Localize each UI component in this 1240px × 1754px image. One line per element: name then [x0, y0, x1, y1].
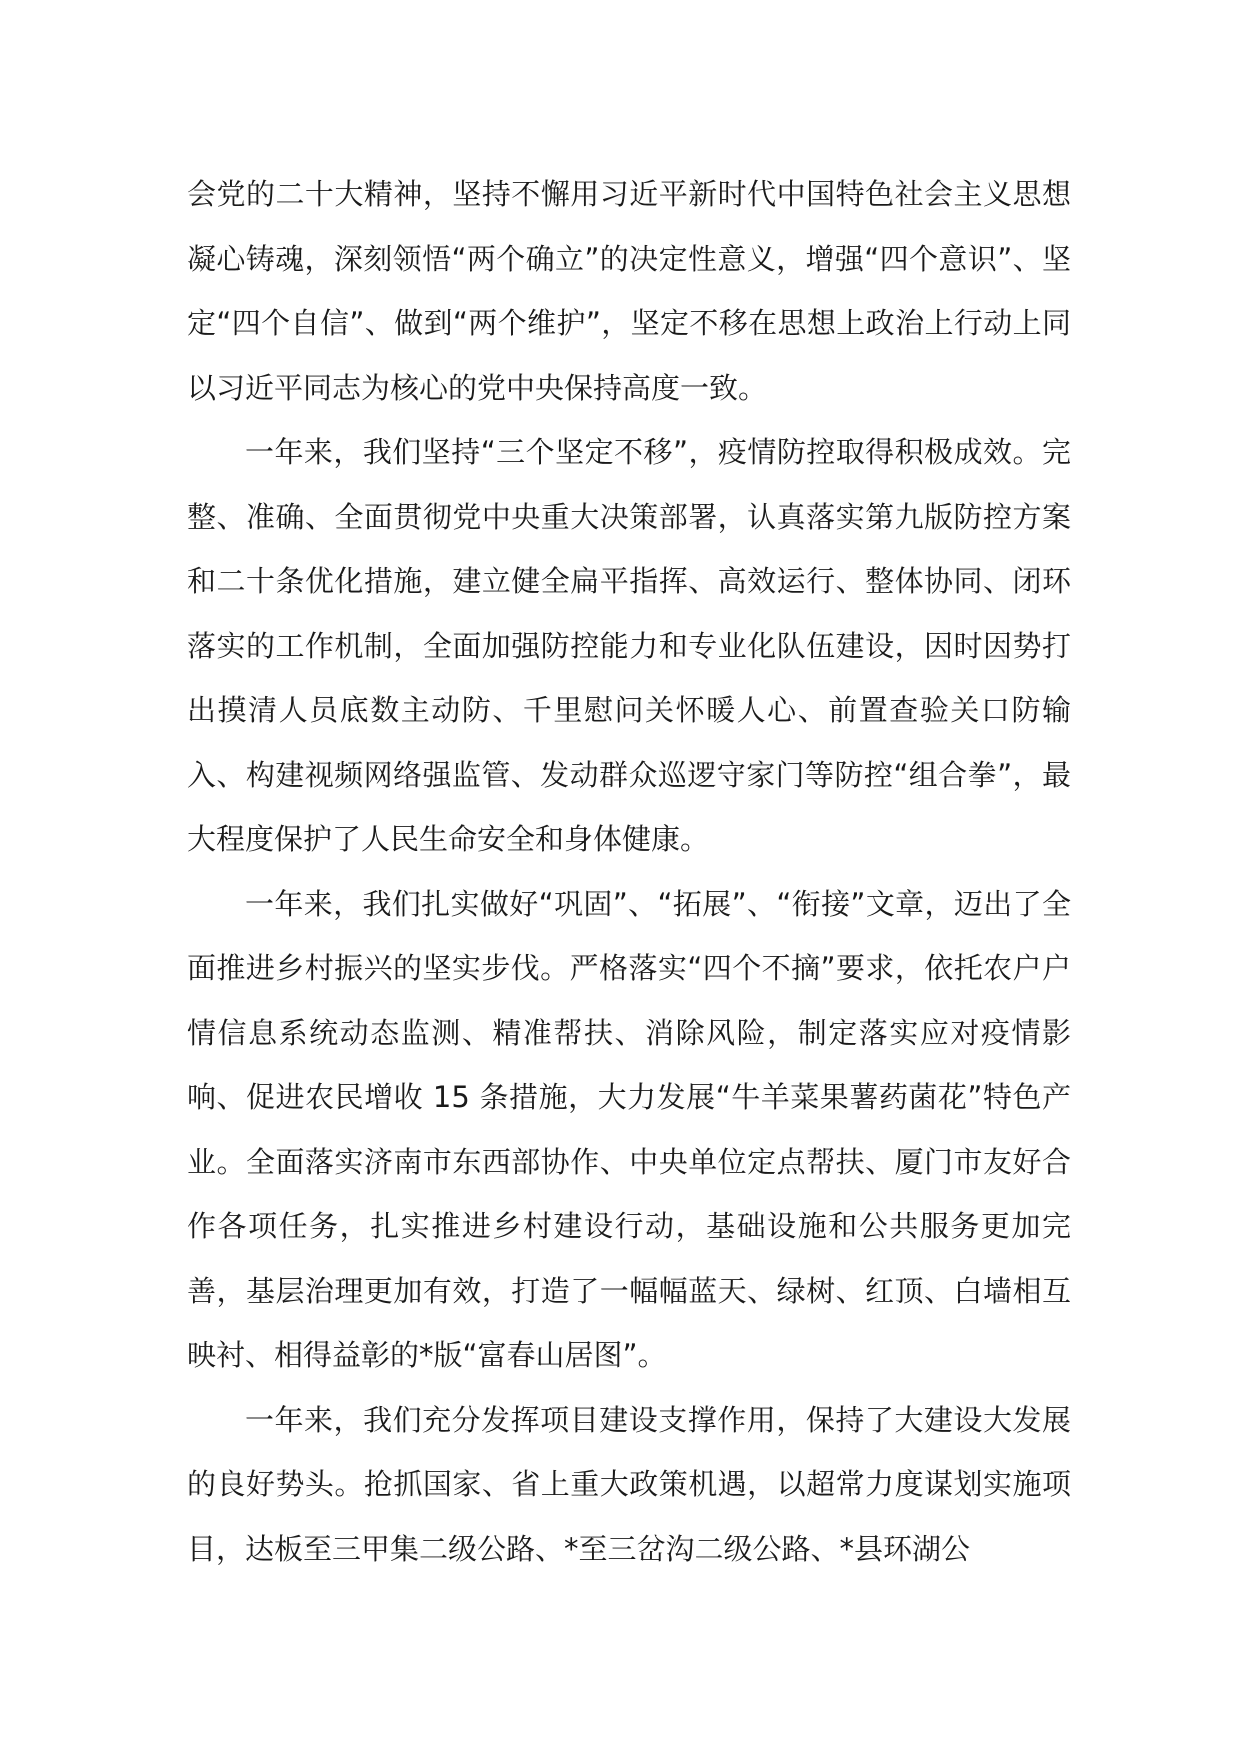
paragraph-epidemic-control: 一年来，我们坚持“三个坚定不移”，疫情防控取得积极成效。完整、准确、全面贯彻党中央重大决策部署，认真落实第九版防控方案和二十条优化措施，建立健全扁平指挥、高效运行、整体协同、闭环落实的工作机制，全面加强防控能力和专业化队伍建设，因时因势打出摸清人员底数主动防、千里慰问关怀暖人心、前置查验关口防输入、构建视频网络强监管、发动群众巡逻守家门等防控“组合拳”，最大程度保护了人民生命安全和身体健康。	[187, 435, 1071, 856]
paragraph-rural-revitalization: 一年来，我们扎实做好“巩固”、“拓展”、“衔接”文章，迈出了全面推进乡村振兴的坚实步伐。严格落实“四个不摘”要求，依托农户户情信息系统动态监测、精准帮扶、消除风险，制定落实应对疫情影响、促进农民增收 15 条措施，大力发展“牛羊菜果薯药菌花”特色产业。全面落实济南市东西部协作、中央单位定点帮扶、厦门市友好合作各项任务，扎实推进乡村建设行动，基础设施和公共服务更加完善，基层治理更加有效，打造了一幅幅蓝天、绿树、红顶、白墙相互映衬、相得益彰的*版“富春山居图”。	[187, 886, 1071, 1372]
paragraph-continuation: 会党的二十大精神，坚持不懈用习近平新时代中国特色社会主义思想凝心铸魂，深刻领悟“两个确立”的决定性意义，增强“四个意识”、坚定“四个自信”、做到“两个维护”，坚定不移在思想上政治上行动上同以习近平同志为核心的党中央保持高度一致。	[187, 177, 1071, 405]
paragraph-project-construction: 一年来，我们充分发挥项目建设支撑作用，保持了大建设大发展的良好势头。抢抓国家、省上重大政策机遇，以超常力度谋划实施项目，达板至三甲集二级公路、*至三岔沟二级公路、*县环湖公	[187, 1402, 1071, 1566]
document-body	[187, 162, 1071, 1581]
